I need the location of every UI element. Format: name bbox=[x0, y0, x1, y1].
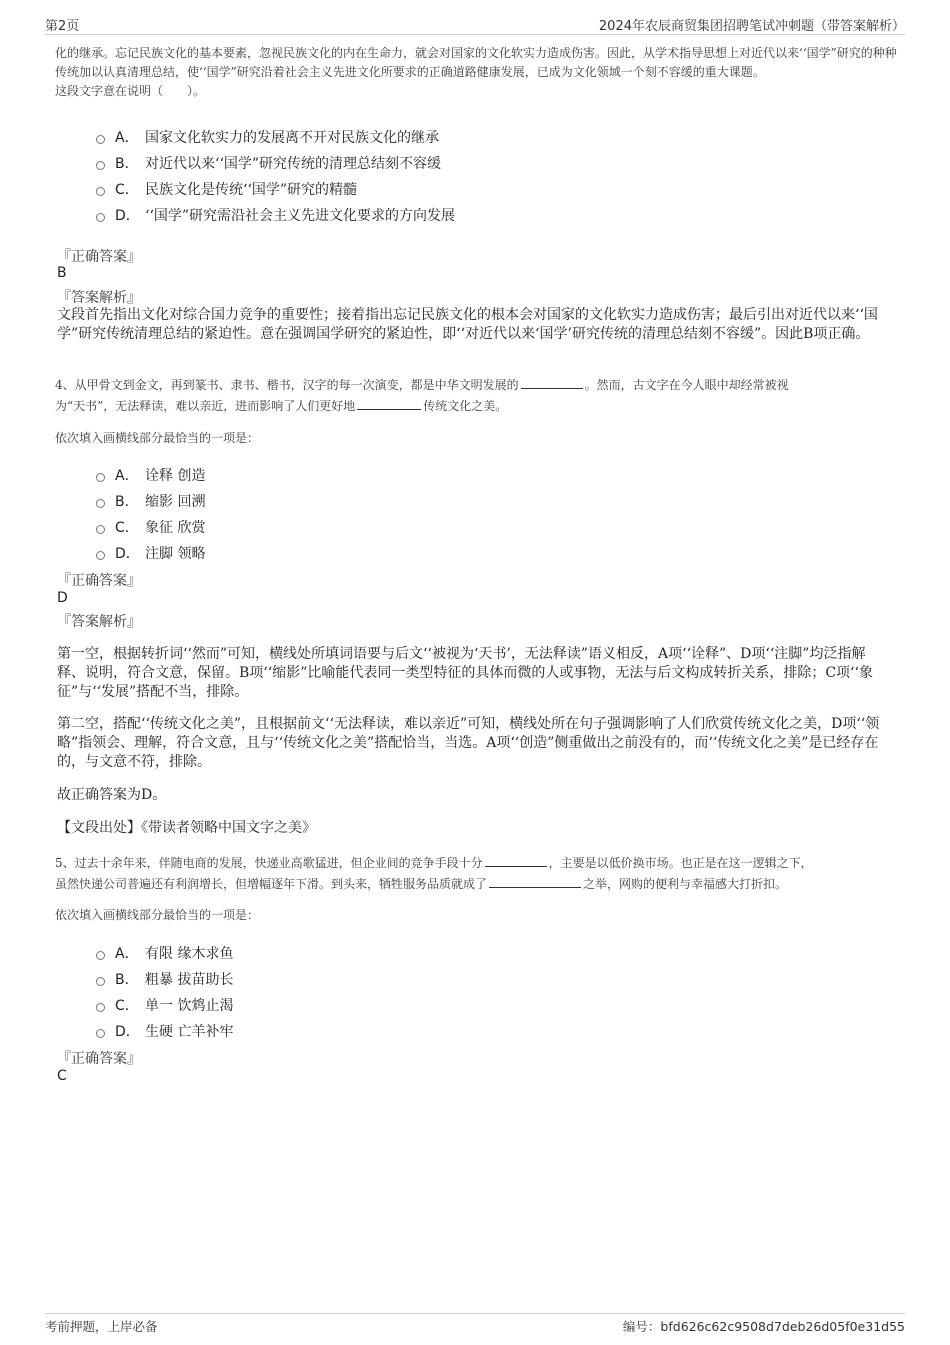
footer-slogan: 考前押题，上岸必备 bbox=[45, 1319, 158, 1334]
q4-option-c[interactable]: C． 象征 欣赏 bbox=[96, 514, 205, 540]
page-header bbox=[45, 14, 905, 35]
q5-prompt-block bbox=[55, 906, 900, 925]
q5-option-d[interactable]: D． 生硬 亡羊补牢 bbox=[96, 1018, 233, 1044]
q5-option-b[interactable]: B． 粗暴 拔苗助长 bbox=[96, 966, 233, 992]
page-number: 第2页 bbox=[45, 19, 80, 34]
q4-stem-block bbox=[55, 375, 900, 417]
radio-icon[interactable] bbox=[96, 551, 105, 560]
radio-icon[interactable] bbox=[96, 213, 105, 222]
document-title: 2024年农辰商贸集团招聘笔试冲刺题（带答案解析） bbox=[598, 19, 905, 34]
q4-prompt-block bbox=[55, 429, 900, 448]
q5-answer: C bbox=[57, 1068, 67, 1084]
q5-prompt: 依次填入画横线部分最恰当的一项是： bbox=[55, 908, 260, 922]
q5-answer-label: 『正确答案』 bbox=[57, 1051, 141, 1067]
radio-icon[interactable] bbox=[96, 499, 105, 508]
q4-stem: 4、从甲骨文到金文，再到篆书、隶书、楷书，汉字的每一次演变，都是中华文明发展的 。然而，古文字在今人眼中却经常被视 为“天书”，无法释读，难以亲近，进而影响了人们更好地 传统文化之美。 bbox=[55, 378, 789, 413]
q4-answer: D bbox=[57, 590, 68, 606]
page-footer bbox=[45, 1313, 905, 1336]
q4-analysis-2: 第二空，搭配‘‘传统文化之美”，且根据前文‘‘无法释读，难以亲近”可知，横线处所在句子强调影响了人们欣赏传统文化之美，D项‘‘领略”指领会、理解，符合文意，且与‘‘传统文化之美”搭配恰当，当选。A项‘‘创造”侧重做出之前没有的，而‘‘传统文化之美”是已经存在的，与文意不符，排除。 bbox=[57, 716, 880, 770]
q4-prompt: 依次填入画横线部分最恰当的一项是： bbox=[55, 431, 260, 445]
q3-answer: B bbox=[57, 265, 67, 281]
q3-passage: 化的继承。忘记民族文化的基本要素，忽视民族文化的内在生命力，就会对国家的文化软实力造成伤害。因此，从学术指导思想上对近代以来‘‘国学”研究的种种传统加以认真清理总结，使‘‘国学”研究沿着社会主义先进文化所要求的正确道路健康发展，已成为文化领域一个刻不容缓的重大课题。 bbox=[55, 46, 897, 79]
q4-option-a[interactable]: A． 诠释 创造 bbox=[96, 462, 205, 488]
q5-options bbox=[96, 940, 233, 1044]
q3-options bbox=[96, 124, 455, 228]
q4-options bbox=[96, 462, 205, 566]
q5-stem: 5、过去十余年来，伴随电商的发展，快递业高歌猛进，但企业间的竞争手段十分 ，主要是以低价换市场。也正是在这一逻辑之下， 虽然快递公司普遍还有利润增长，但增幅逐年下滑。到头来，牺牲服务品质就成了 之举，网购的便利与幸福感大打折扣。 bbox=[55, 856, 813, 891]
q4-analysis-label: 『答案解析』 bbox=[57, 614, 141, 630]
radio-icon[interactable] bbox=[96, 161, 105, 170]
q4-blank-2 bbox=[357, 397, 421, 410]
radio-icon[interactable] bbox=[96, 1003, 105, 1012]
q3-option-a[interactable]: A． 国家文化软实力的发展离不开对民族文化的继承 bbox=[96, 124, 455, 150]
radio-icon[interactable] bbox=[96, 473, 105, 482]
q4-option-b[interactable]: B． 缩影 回溯 bbox=[96, 488, 205, 514]
q3-answer-label: 『正确答案』 bbox=[57, 249, 141, 265]
radio-icon[interactable] bbox=[96, 135, 105, 144]
radio-icon[interactable] bbox=[96, 525, 105, 534]
q4-answer-label: 『正确答案』 bbox=[57, 573, 141, 589]
q3-option-b[interactable]: B． 对近代以来‘‘国学”研究传统的清理总结刻不容缓 bbox=[96, 150, 455, 176]
footer-code: 编号：bfd626c62c9508d7deb26d05f0e31d55 bbox=[622, 1319, 905, 1334]
q3-question: 这段文字意在说明（ ）。 bbox=[55, 84, 206, 98]
q5-blank-1 bbox=[485, 854, 547, 867]
q4-option-d[interactable]: D． 注脚 领略 bbox=[96, 540, 205, 566]
q4-analysis-1: 第一空，根据转折词‘‘然而”可知，横线处所填词语要与后文‘‘被视为‘天书’，无法释读”语义相反，A项‘‘诠释”、D项‘‘注脚”均泛指解释、说明，符合文意，保留。B项‘‘缩影”比喻能代表同一类型特征的具体而微的人或事物，无法与后文构成转折关系，排除；C项‘‘象征”与‘‘发展”搭配不当，排除。 bbox=[57, 646, 873, 700]
q3-analysis: 文段首先指出文化对综合国力竞争的重要性；接着指出忘记民族文化的根本会对国家的文化软实力造成伤害；最后引出对近代以来‘‘国学”研究传统清理总结的紧迫性。意在强调国学研究的紧迫性，即‘‘对近代以来‘国学’研究传统的清理总结刻不容缓”。因此B项正确。 bbox=[57, 307, 878, 342]
q3-option-c[interactable]: C． 民族文化是传统‘‘国学”研究的精髓 bbox=[96, 176, 455, 202]
radio-icon[interactable] bbox=[96, 187, 105, 196]
q5-option-c[interactable]: C． 单一 饮鸩止渴 bbox=[96, 992, 233, 1018]
radio-icon[interactable] bbox=[96, 951, 105, 960]
q3-option-d[interactable]: D． ‘‘国学”研究需沿社会主义先进文化要求的方向发展 bbox=[96, 202, 455, 228]
q4-blank-1 bbox=[521, 376, 583, 389]
q3-passage-block bbox=[55, 44, 900, 101]
q5-option-a[interactable]: A． 有限 缘木求鱼 bbox=[96, 940, 233, 966]
q5-stem-block bbox=[55, 853, 900, 895]
q5-blank-2 bbox=[489, 875, 581, 888]
q4-source: 【文段出处】《带读者领略中国文字之美》 bbox=[57, 820, 316, 836]
radio-icon[interactable] bbox=[96, 977, 105, 986]
q4-conclusion: 故正确答案为D。 bbox=[57, 787, 167, 803]
q3-analysis-label: 『答案解析』 bbox=[57, 290, 141, 306]
radio-icon[interactable] bbox=[96, 1029, 105, 1038]
